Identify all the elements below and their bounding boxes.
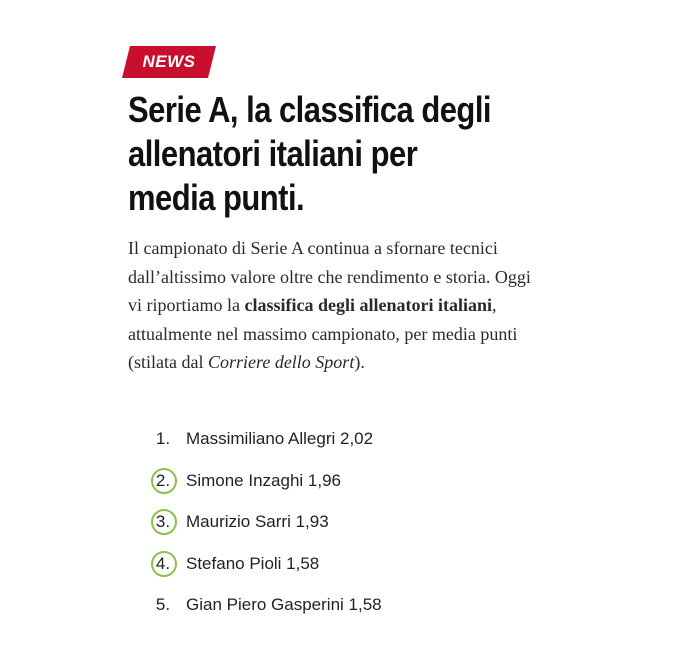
article-headline: Serie A, la classifica degli allenatori italiani per media punti. (128, 89, 492, 218)
ranking-number-circled: 4. (150, 549, 176, 579)
ranking-list (150, 424, 382, 632)
lead-italic-source: Corriere dello Sport (207, 352, 355, 372)
ranking-text: Massimiliano Allegri 2,02 (186, 429, 374, 448)
ranking-item (150, 549, 382, 591)
ranking-text: Simone Inzaghi 1,96 (186, 470, 341, 490)
lead-bold-text: classifica degli allenatori italiani (244, 295, 492, 315)
article-lead (128, 234, 548, 377)
ranking-number: 1. (155, 429, 171, 448)
lead-text-1: Il campionato di Serie A continua a sfornare tecnici dall’altissimo valore oltre che rendimento e storia. Oggi vi riportiamo la (128, 238, 531, 315)
ranking-number-circled: 2. (150, 466, 176, 496)
ranking-text: Gian Piero Gasperini 1,58 (186, 595, 382, 614)
ranking-text: Maurizio Sarri 1,93 (186, 512, 329, 531)
ranking-text: Stefano Pioli 1,58 (186, 553, 320, 573)
lead-text-3: ). (354, 352, 365, 372)
ranking-item (150, 590, 382, 632)
lead-text-2: , attualmente nel massimo campionato, per media punti (stilata dal (128, 295, 518, 372)
ranking-item (150, 507, 382, 549)
ranking-number-circled: 3. (150, 507, 176, 537)
news-badge-label[interactable]: NEWS (142, 52, 196, 71)
ranking-item (150, 424, 382, 466)
ranking-number: 5. (155, 595, 171, 614)
ranking-item (150, 466, 382, 508)
